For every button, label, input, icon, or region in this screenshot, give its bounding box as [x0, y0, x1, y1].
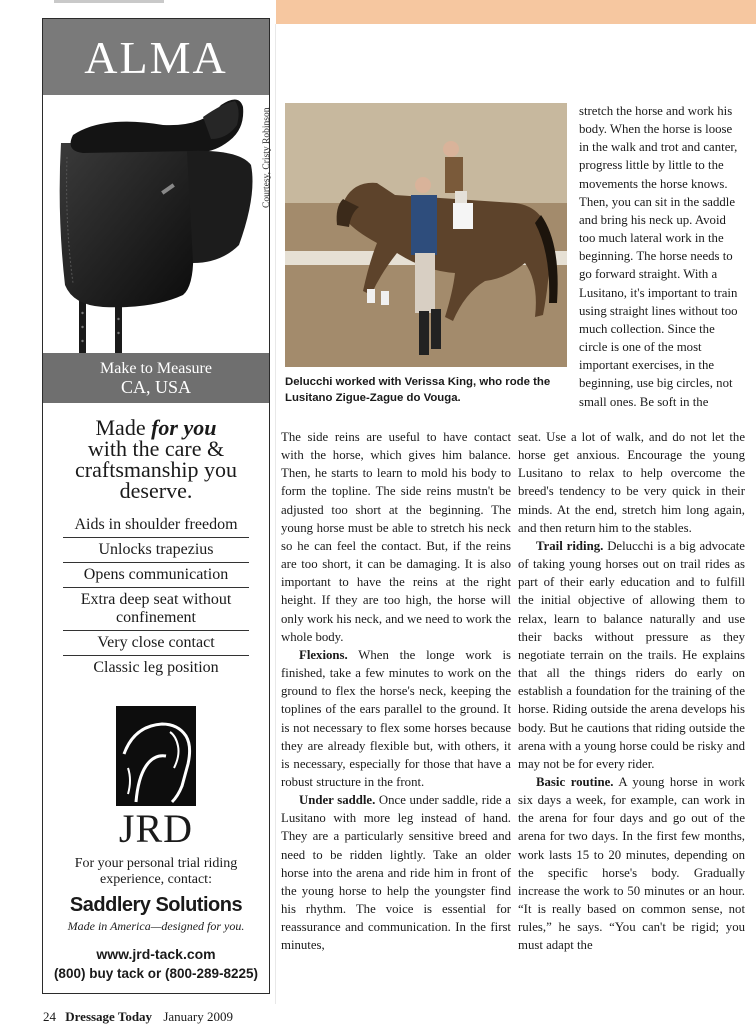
made-to-measure-label: Make to Measure: [100, 360, 212, 377]
feature-item: Classic leg position: [93, 659, 219, 676]
magazine-name: Dressage Today: [65, 1009, 153, 1024]
article-paragraph: seat. Use a lot of walk, and do not let the horse get anxious. Encourage the young Lusitano to relax to help overcome the breed's tendency to be very quick in their minds. At the end, stretch him long again, and then return him to the stables.: [518, 430, 745, 535]
section-text: When the longe work is finished, take a few minutes to work on the ground to flex the horse's neck, keeping the toplines of the ears parallel to the ground. It is not necessary to flex some horses because they are already flexible but, with others, it is necessary, especially for those that have a robust structure in the front.: [281, 647, 511, 789]
ad-tagline-start: Made: [95, 415, 152, 440]
ad-tagline: [43, 417, 269, 501]
saddle-illustration: [43, 95, 269, 353]
ad-company-name: Saddlery Solutions: [69, 894, 243, 916]
section-text: A young horse in work six days a week, for example, can work in the arena for four days and go out of the arena for two days. In the first few months, work lasts 15 to 20 minutes, depending on the specific horse's body. Gradually increase the work to 50 minutes or an hour. “It is really based on common sense, not rules,” he says. “You can't be rigid; you must adapt the: [518, 774, 745, 953]
dressage-scene-illustration: [285, 103, 567, 367]
jrd-logo-text: JRD: [118, 806, 194, 851]
ad-brand-name: ALMA: [84, 31, 228, 83]
article-paragraph: [518, 537, 745, 773]
top-rule: [54, 0, 164, 3]
article-paragraph: [281, 791, 511, 954]
ad-phone: (800) buy tack or (800-289-8225): [53, 966, 259, 981]
ad-website: www.jrd-tack.com: [96, 946, 216, 962]
article-column-right: [518, 428, 745, 955]
ad-location: CA, USA: [120, 377, 191, 397]
ad-slogan: Made in America—designed for you.: [67, 919, 245, 933]
article-paragraph: [518, 773, 745, 955]
article-column-middle: [281, 428, 511, 955]
photo-credit: Courtesy, Cristy Robinson: [262, 107, 272, 208]
section-text: Delucchi is a big advocate of taking young horses out on trail rides as part of their early education and to fulfill the initial objective of allowing them to relax, learn to balance naturally and use their backs without pressure as they negotiate terrain on the trails. He explains that all the things riders do early on establish a foundation for the training of the horse. Riding outside the arena develops his body. But he cautions that riding outside the arena with a young horse could be risky and may not be for every rider.: [518, 538, 745, 771]
feature-list: [63, 513, 249, 680]
top-color-strip: [276, 0, 756, 24]
section-text: Once under saddle, ride a Lusitano with more leg instead of hand. They are a particularly sensitive breed and need to be ridden lightly. Take an older horse into the arena and ride him in front of the young horse to help the youngster find his rhythm. The voice is essential for reassurance and communication. In the first minutes,: [281, 793, 511, 953]
article-paragraph: [281, 646, 511, 791]
article-paragraph: stretch the horse and work his body. When the horse is loose in the walk and trot and canter, progress little by little to the movements the horse knows. Then, you can sit in the saddle and bring his neck up. Avoid too much lateral work in the beginning. The horse needs to go forward straight. With a Lusitano, it's important to train using straight lines without too much collection. Since the circle is one of the most important exercises, in the beginning, use big circles, not small ones. Be soft in the: [579, 104, 738, 409]
horse-logo-icon: [116, 706, 196, 806]
feature-item: Aids in shoulder freedom: [63, 513, 249, 538]
section-heading: Flexions.: [299, 647, 348, 662]
saddle-image: [43, 95, 269, 353]
page-number: 24: [43, 1009, 56, 1024]
horse-logo-graphic: [116, 706, 196, 806]
article-photo: [285, 103, 567, 367]
made-to-measure-banner: [43, 353, 269, 403]
section-heading: Trail riding.: [536, 538, 604, 553]
article-column-right-top: [579, 102, 745, 411]
section-heading: Under saddle.: [299, 793, 376, 808]
feature-item: Unlocks trapezius: [63, 538, 249, 563]
ad-brand-banner: [43, 19, 269, 95]
article-paragraph: The side reins are useful to have contact with the horse, which gives him balance. Then, he starts to learn to mold his body to form the topline. The side reins mustn't be adjusted too short at the beginning. The young horse must be able to stretch his neck so he can feel the contact. But, if the reins are too short, it can be damaging. It is also important to have the reins at the right height. If they are too high, the horse will only work his neck, and we need to work the whole body.: [281, 430, 511, 644]
ad-tagline-end: with the care & craftsmanship you deserve.: [75, 436, 237, 503]
saddle-advertisement: [42, 18, 270, 994]
page-footer: [43, 1009, 233, 1025]
feature-item: Extra deep seat without confinement: [63, 588, 249, 631]
photo-caption: Delucchi worked with Verissa King, who rode the Lusitano Zigue-Zague do Vouga.: [285, 376, 551, 404]
issue-date: January 2009: [163, 1009, 233, 1024]
feature-item: Very close contact: [63, 631, 249, 656]
ad-tagline-emphasis: for you: [151, 415, 217, 440]
feature-item: Opens communication: [63, 563, 249, 588]
ad-contact-text: For your personal trial riding experience, contact:: [74, 856, 238, 887]
section-heading: Basic routine.: [536, 774, 614, 789]
